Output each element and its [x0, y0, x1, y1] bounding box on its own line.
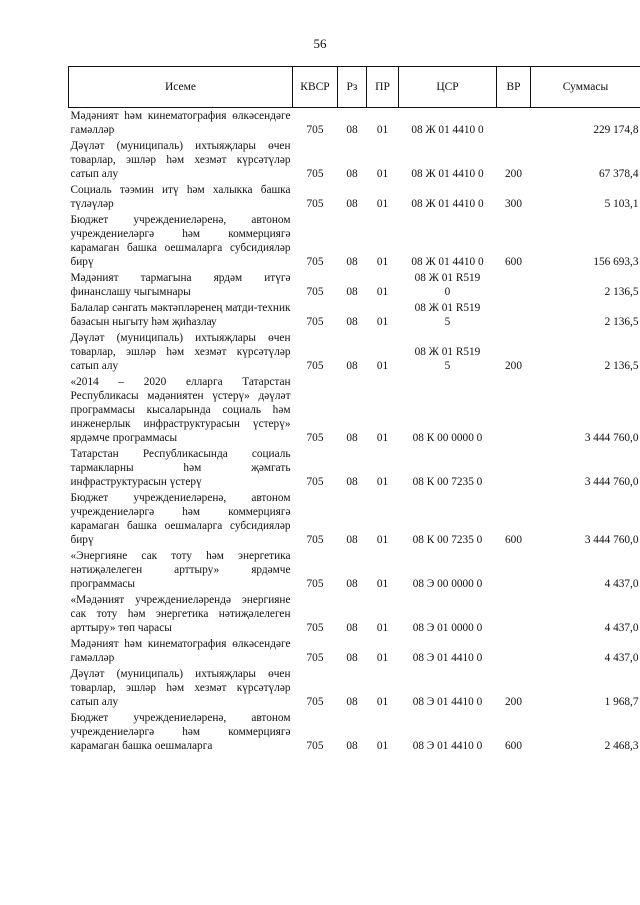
- row-sum: 229 174,8: [593, 124, 639, 136]
- row-sum: 2 136,5: [604, 286, 639, 298]
- column-header-pr: ПР: [367, 67, 399, 108]
- row-csr: 08 Ж 01 R519 5: [414, 346, 481, 372]
- row-name: Мәдәният тармагына ярдәм итүгә финанслашу чыгымнары: [70, 272, 291, 298]
- row-sum: 1 968,7: [604, 696, 639, 708]
- row-csr: 08 К 00 7235 0: [412, 534, 483, 546]
- row-rz: 08: [346, 198, 358, 210]
- row-rz: 08: [346, 432, 358, 444]
- row-pr: 01: [376, 360, 389, 372]
- row-csr: 08 Э 01 4410 0: [412, 652, 483, 664]
- column-header-rz: Рз: [338, 67, 367, 108]
- row-kvsr: 705: [306, 316, 324, 328]
- table-header-row: [69, 67, 640, 108]
- row-name: Бюджет учреждениеләренә, автоном учреждениеләргә һәм коммерциягә карамаган башка оешмаларга субсидияләр бирү: [70, 492, 291, 546]
- row-csr: 08 Ж 01 4410 0: [411, 256, 484, 268]
- table-row: [69, 108, 640, 139]
- row-csr: 08 Ж 01 4410 0: [411, 168, 484, 180]
- row-sum: 3 444 760,0: [584, 476, 639, 488]
- row-csr: 08 Э 00 0000 0: [412, 578, 483, 590]
- table-row: [69, 182, 640, 212]
- row-name: «Энергияне сак тоту һәм энергетика нәтиҗәлелеген арттыру» ярдәмче программасы: [70, 550, 291, 590]
- row-pr: 01: [376, 316, 389, 328]
- row-rz: 08: [346, 168, 358, 180]
- row-pr: 01: [376, 168, 389, 180]
- row-vr: 600: [505, 256, 522, 268]
- row-rz: 08: [346, 476, 358, 488]
- row-vr: 600: [505, 534, 522, 546]
- row-sum: 2 468,3: [604, 740, 639, 752]
- table-row: [69, 330, 640, 374]
- row-csr: 08 К 00 7235 0: [412, 476, 483, 488]
- row-name: Балалар сәнгать мәктәпләренең матди-техник базасын ныгыту һәм җиһазлау: [70, 302, 291, 328]
- row-vr: [497, 108, 531, 139]
- row-rz: 08: [346, 622, 358, 634]
- row-csr: 08 Э 01 4410 0: [412, 740, 483, 752]
- row-kvsr: 705: [306, 534, 324, 546]
- row-pr: 01: [376, 432, 389, 444]
- row-sum: 67 378,4: [598, 168, 639, 180]
- row-csr: 08 Э 01 4410 0: [412, 696, 483, 708]
- row-vr: 200: [505, 168, 522, 180]
- row-kvsr: 705: [306, 476, 324, 488]
- table-row: [69, 592, 640, 636]
- row-vr: [497, 300, 531, 330]
- row-name: Социаль тәэмин итү һәм халыкка башка түләүләр: [70, 184, 291, 210]
- row-kvsr: 705: [306, 256, 324, 268]
- row-rz: 08: [346, 286, 358, 298]
- row-pr: 01: [376, 696, 389, 708]
- row-sum: 2 136,5: [604, 316, 639, 328]
- row-kvsr: 705: [306, 740, 324, 752]
- table-row: [69, 666, 640, 710]
- row-rz: 08: [346, 652, 358, 664]
- table-row: [69, 710, 640, 754]
- row-sum: 4 437,0: [604, 652, 639, 664]
- row-rz: 08: [346, 256, 358, 268]
- row-kvsr: 705: [306, 124, 324, 136]
- row-pr: 01: [376, 534, 389, 546]
- row-kvsr: 705: [306, 622, 324, 634]
- row-name: Дәүләт (муниципаль) ихтыяҗлары өчен товарлар, эшләр һәм хезмәт күрсәтүләр сатып алу: [70, 668, 291, 708]
- row-name: Мәдәният һәм кинематография өлкәсендәге гамәлләр: [70, 638, 291, 664]
- row-sum: 4 437,0: [604, 622, 639, 634]
- row-name: Татарстан Республикасында социаль тармакларны һәм җәмгать инфраструктурасын үстерү: [70, 448, 291, 488]
- row-rz: 08: [346, 696, 358, 708]
- row-rz: 08: [346, 578, 358, 590]
- row-kvsr: 705: [306, 198, 324, 210]
- page-number: 56: [313, 36, 327, 51]
- row-pr: 01: [376, 286, 389, 298]
- row-csr: 08 Ж 01 4410 0: [411, 124, 484, 136]
- row-kvsr: 705: [306, 652, 324, 664]
- row-pr: 01: [376, 256, 389, 268]
- row-rz: 08: [346, 360, 358, 372]
- row-sum: 3 444 760,0: [584, 432, 639, 444]
- column-header-sum: Суммасы: [531, 67, 640, 108]
- table-row: [69, 138, 640, 182]
- row-vr: [497, 592, 531, 636]
- table-row: [69, 490, 640, 548]
- row-vr: [497, 548, 531, 592]
- row-name: «2014 – 2020 елларга Татарстан Республикасы мәдәниятен үстерү» дәүләт программасы кысаларында социаль һәм инженерлык инфраструктурасын үстерү» ярдәмче программасы: [70, 376, 291, 444]
- table-row: [69, 446, 640, 490]
- row-pr: 01: [376, 578, 389, 590]
- row-vr: [497, 446, 531, 490]
- row-pr: 01: [376, 740, 389, 752]
- row-vr: 200: [505, 360, 522, 372]
- row-kvsr: 705: [306, 286, 324, 298]
- row-name: Бюджет учреждениеләренә, автоном учреждениеләргә һәм коммерциягә карамаган башка оешмаларга: [70, 712, 291, 752]
- row-vr: [497, 374, 531, 446]
- row-sum: 3 444 760,0: [584, 534, 639, 546]
- row-pr: 01: [376, 622, 389, 634]
- row-kvsr: 705: [306, 360, 324, 372]
- row-rz: 08: [346, 316, 358, 328]
- row-kvsr: 705: [306, 432, 324, 444]
- column-header-csr: ЦСР: [399, 67, 497, 108]
- table-row: [69, 548, 640, 592]
- table-row: [69, 212, 640, 270]
- row-sum: 156 693,3: [593, 256, 639, 268]
- row-pr: 01: [376, 652, 389, 664]
- table-row: [69, 270, 640, 300]
- row-vr: [497, 636, 531, 666]
- column-header-name: Исеме: [69, 67, 293, 108]
- row-sum: 2 136,5: [604, 360, 639, 372]
- table-row: [69, 374, 640, 446]
- row-csr: 08 Ж 01 R519 0: [414, 272, 481, 298]
- row-sum: 5 103,1: [604, 198, 639, 210]
- row-csr: 08 Ж 01 R519 5: [414, 302, 481, 328]
- row-rz: 08: [346, 124, 358, 136]
- row-csr: 08 Э 01 0000 0: [412, 622, 483, 634]
- row-name: Дәүләт (муниципаль) ихтыяҗлары өчен товарлар, эшләр һәм хезмәт күрсәтүләр сатып алу: [70, 332, 291, 372]
- row-rz: 08: [346, 534, 358, 546]
- row-sum: 4 437,0: [604, 578, 639, 590]
- row-csr: 08 К 00 0000 0: [412, 432, 483, 444]
- column-header-kvsr: КВСР: [293, 67, 338, 108]
- row-name: Мәдәният һәм кинематография өлкәсендәге гамәлләр: [70, 110, 291, 136]
- row-pr: 01: [376, 476, 389, 488]
- row-kvsr: 705: [306, 578, 324, 590]
- row-kvsr: 705: [306, 168, 324, 180]
- row-vr: 600: [505, 740, 522, 752]
- table-row: [69, 300, 640, 330]
- row-pr: 01: [376, 124, 389, 136]
- column-header-vr: ВР: [497, 67, 531, 108]
- row-pr: 01: [376, 198, 389, 210]
- row-csr: 08 Ж 01 4410 0: [411, 198, 484, 210]
- row-vr: 200: [505, 696, 522, 708]
- row-vr: [497, 270, 531, 300]
- row-name: Дәүләт (муниципаль) ихтыяҗлары өчен товарлар, эшләр һәм хезмәт күрсәтүләр сатып алу: [70, 140, 291, 180]
- row-vr: 300: [505, 198, 522, 210]
- row-name: «Мәдәният учреждениеләрендә энергияне сак тоту һәм энергетика нәтиҗәлелеген арттыру» төп чарасы: [70, 594, 291, 634]
- row-rz: 08: [346, 740, 358, 752]
- row-kvsr: 705: [306, 696, 324, 708]
- budget-table: [68, 66, 640, 754]
- table-row: [69, 636, 640, 666]
- row-name: Бюджет учреждениеләренә, автоном учреждениеләргә һәм коммерциягә карамаган башка оешмаларга субсидияләр бирү: [70, 214, 291, 268]
